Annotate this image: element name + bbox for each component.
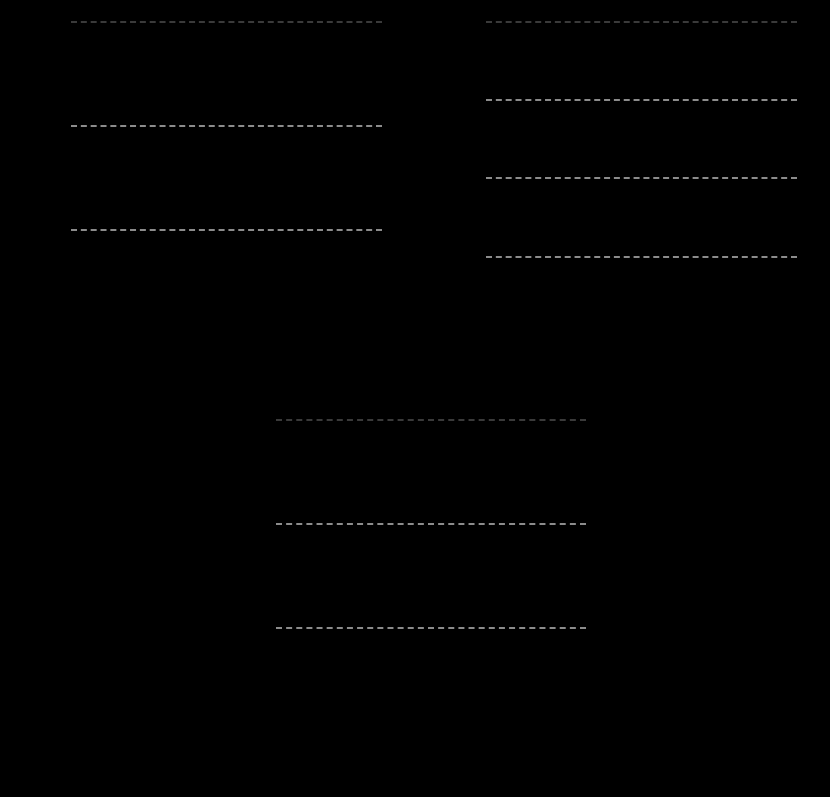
gridline: [486, 99, 797, 101]
gridline: [276, 419, 586, 421]
gridline: [71, 229, 382, 231]
chart-panel-top-right: [486, 0, 797, 280]
gridline: [486, 21, 797, 23]
gridline: [486, 177, 797, 179]
chart-panel-bottom-center: [276, 398, 586, 658]
gridline: [276, 523, 586, 525]
gridline: [71, 21, 382, 23]
gridline: [276, 627, 586, 629]
chart-panel-top-left: [71, 0, 382, 280]
gridline: [486, 256, 797, 258]
gridline: [71, 125, 382, 127]
